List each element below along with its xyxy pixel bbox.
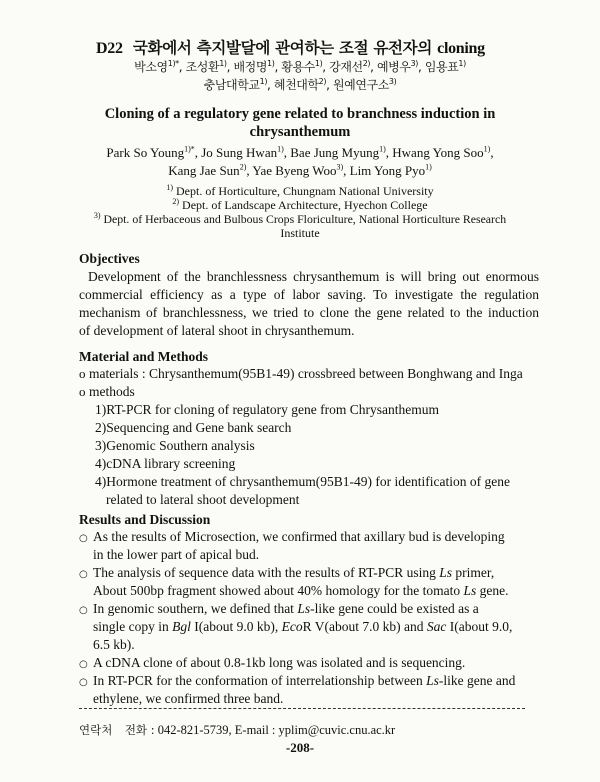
objectives-paragraph — [79, 268, 539, 340]
kr-author-sup: 1) — [458, 59, 466, 68]
paper-title-line2: chrysanthemum — [249, 124, 351, 140]
author-sup: 1)* — [184, 144, 195, 154]
kr-affil: 혜천대학 — [273, 78, 319, 92]
contact-footer — [79, 722, 395, 738]
author: Kang Jae Sun — [168, 163, 240, 178]
objectives-line: Development of the branchlessness chrysanthemum is will bring out enormous — [88, 269, 539, 284]
methods-heading: Material and Methods — [79, 349, 208, 364]
author: Bae Jung Myung — [290, 145, 380, 160]
methods-label — [79, 384, 135, 400]
result-text: The analysis of sequence data with the results of RT-PCR using — [93, 565, 440, 580]
kr-author: 조성환 — [185, 60, 220, 74]
phone-label: 전화 : — [124, 723, 155, 737]
affiliation-sup: 3) — [93, 211, 101, 221]
author: Jo Sung Hwan — [201, 145, 278, 160]
method-step: 4)Hormone treatment of chrysanthemum(95B1-49) for identification of gene — [95, 474, 510, 489]
objectives-heading: Objectives — [79, 251, 140, 266]
objectives-line: commercial efficiency as a type of labor saving. To investigate the regulation — [79, 287, 539, 302]
paper-title-line1: Cloning of a regulatory gene related to branchness induction in — [104, 106, 496, 122]
author: Yae Byeng Woo — [252, 163, 337, 178]
circle-bullet-icon: ○ — [79, 569, 88, 580]
phone-number: 042-821-5739, — [157, 723, 232, 737]
kr-affil: 충남대학교 — [203, 78, 260, 92]
result-item — [79, 565, 494, 581]
email-address: yplim@cuvic.cnu.ac.kr — [278, 723, 396, 737]
kr-author: 박소영 — [134, 60, 168, 74]
methods-materials — [79, 366, 523, 382]
gene-name: Ls — [297, 601, 311, 616]
kr-author: 강재선 — [329, 60, 363, 74]
author-sup: 1) — [277, 144, 284, 154]
kr-affil: 원예연구소 — [332, 78, 389, 92]
kr-author-sup: 2) — [362, 59, 371, 68]
author-sup: 3) — [336, 162, 344, 172]
author-sup: 1) — [425, 162, 432, 172]
circle-bullet-icon: ○ — [79, 605, 88, 616]
korean-title — [96, 36, 485, 58]
circle-bullet-icon: ○ — [79, 533, 88, 544]
kr-author: 예병우 — [376, 60, 411, 74]
kr-affil-sup: 3) — [388, 77, 397, 86]
gene-name: Ls — [439, 565, 453, 580]
author-sup: 2) — [239, 162, 247, 172]
result-text: About 500bp fragment showed about 40% homology for the tomato — [93, 583, 464, 598]
materials-text: materials : Chrysanthemum(95B1-49) crossbreed between Bonghwang and Inga — [89, 366, 523, 381]
kr-author-sup: 1) — [267, 59, 275, 68]
result-text: In genomic southern, we defined that — [93, 601, 298, 616]
method-step: 2)Sequencing and Gene bank search — [95, 420, 292, 435]
email-label: E-mail : — [234, 723, 276, 737]
circle-bullet-icon: ○ — [79, 659, 88, 670]
result-text: In RT-PCR for the conformation of interrelationship between — [93, 673, 427, 688]
author: Lim Yong Pyo — [349, 163, 426, 178]
dashed-divider — [79, 708, 525, 709]
result-text-cont — [93, 619, 512, 635]
result-text: primer, — [452, 565, 495, 580]
affiliation-text: Dept. of Landscape Architecture, Hyechon College — [182, 198, 428, 212]
affiliation-3-cont: Institute — [280, 226, 320, 240]
result-text: -like gene could be existed as a — [310, 601, 479, 616]
gene-name: Ls — [426, 673, 439, 688]
result-item — [79, 673, 515, 689]
enzyme-name: Sac — [426, 619, 447, 634]
result-text-cont: 6.5 kb). — [93, 637, 135, 652]
affiliation-2 — [0, 198, 600, 213]
objectives-line: mechanism of branchlessness, we tried to clone the gene related to the induction — [79, 305, 539, 320]
kr-affil-sup: 1) — [259, 77, 268, 86]
gene-name: Ls — [463, 583, 477, 598]
bullet-icon: o — [79, 366, 86, 381]
result-text-cont — [93, 583, 508, 599]
enzyme-name: Eco — [281, 619, 303, 634]
kr-author-sup: 1) — [314, 59, 323, 68]
abstract-code: D22 — [96, 40, 123, 57]
kr-author: 임용표 — [424, 60, 459, 74]
result-text-cont: in the lower part of apical bud. — [93, 547, 260, 562]
korean-affiliations: 충남대학교$^{1)}$, 혜천대학$^{2)}$, 원예연구소$^{3)}$ — [203, 77, 397, 92]
result-text: R V(about 7.0 kb) and — [302, 619, 427, 634]
kr-affil-sup: 2) — [318, 77, 327, 86]
result-item — [79, 601, 479, 617]
page-number: -208- — [285, 740, 315, 755]
bullet-icon: o — [79, 384, 86, 399]
objectives-line: of development of lateral shoot in chrysanthemum. — [79, 323, 355, 338]
results-heading: Results and Discussion — [79, 512, 211, 527]
affiliation-1 — [0, 184, 600, 199]
korean-authors: 박소영$^{1)*}$, 조성환$^{1)}$, 배정명$^{1)}$, 황용수$^{1)}$, 강재선$^{2)}$, 예병우$^{3)}$, 임용표$^{1)}$ — [134, 59, 466, 74]
result-text: I(about 9.0, — [446, 619, 513, 634]
circle-bullet-icon: ○ — [79, 677, 88, 688]
korean-title-en: cloning — [437, 40, 485, 57]
result-item — [79, 655, 465, 671]
result-text: As the results of Microsection, we confirmed that axillary bud is developing — [93, 529, 505, 544]
method-step: 1)RT-PCR for cloning of regulatory gene from Chrysanthemum — [95, 402, 440, 417]
result-text: -like gene and — [438, 673, 516, 688]
affiliation-text: Dept. of Herbaceous and Bulbous Crops Floriculture, National Horticulture Research — [103, 212, 507, 226]
author-sup: 1) — [483, 144, 491, 154]
author-sup: 1) — [379, 144, 386, 154]
kr-author: 배정명 — [233, 60, 268, 74]
result-text: single copy in — [93, 619, 173, 634]
kr-author-sup: 1)* — [167, 59, 179, 68]
methods-label-text: methods — [89, 384, 135, 399]
method-step: 4)cDNA library screening — [95, 456, 236, 471]
kr-author-sup: 1) — [219, 59, 227, 68]
contact-label: 연락처 — [79, 723, 113, 737]
affiliation-sup: 2) — [172, 197, 180, 206]
affiliation-3 — [0, 212, 600, 227]
author: Hwang Yong Soo — [392, 145, 484, 160]
result-text: gene. — [476, 583, 509, 598]
result-item — [79, 529, 505, 545]
result-text-cont: ethylene, we confirmed three band. — [93, 691, 284, 706]
enzyme-name: Bgl — [172, 619, 191, 634]
author: Park So Young — [106, 145, 185, 160]
result-text: A cDNA clone of about 0.8-1kb long was isolated and is sequencing. — [93, 655, 466, 670]
kr-author: 황용수 — [281, 60, 315, 74]
kr-author-sup: 3) — [410, 59, 418, 68]
authors-line1: Park So Young$^{1)*}$, Jo Sung Hwan$^{1)}$, Bae Jung Myung$^{1)}$, Hwang Yong Soo$^{1)}$, — [106, 144, 494, 160]
result-text: I(about 9.0 kb), — [190, 619, 282, 634]
affiliation-sup: 1) — [166, 183, 174, 192]
korean-title-text: 국화에서 측지발달에 관여하는 조절 유전자의 — [132, 39, 433, 57]
method-step: 3)Genomic Southern analysis — [95, 438, 255, 453]
method-step-cont: related to lateral shoot development — [106, 492, 300, 507]
affiliation-text: Dept. of Horticulture, Chungnam National University — [176, 184, 434, 198]
authors-line2: Kang Jae Sun$^{2)}$, Yae Byeng Woo$^{3)}$, Lim Yong Pyo$^{1)}$ — [168, 162, 432, 178]
